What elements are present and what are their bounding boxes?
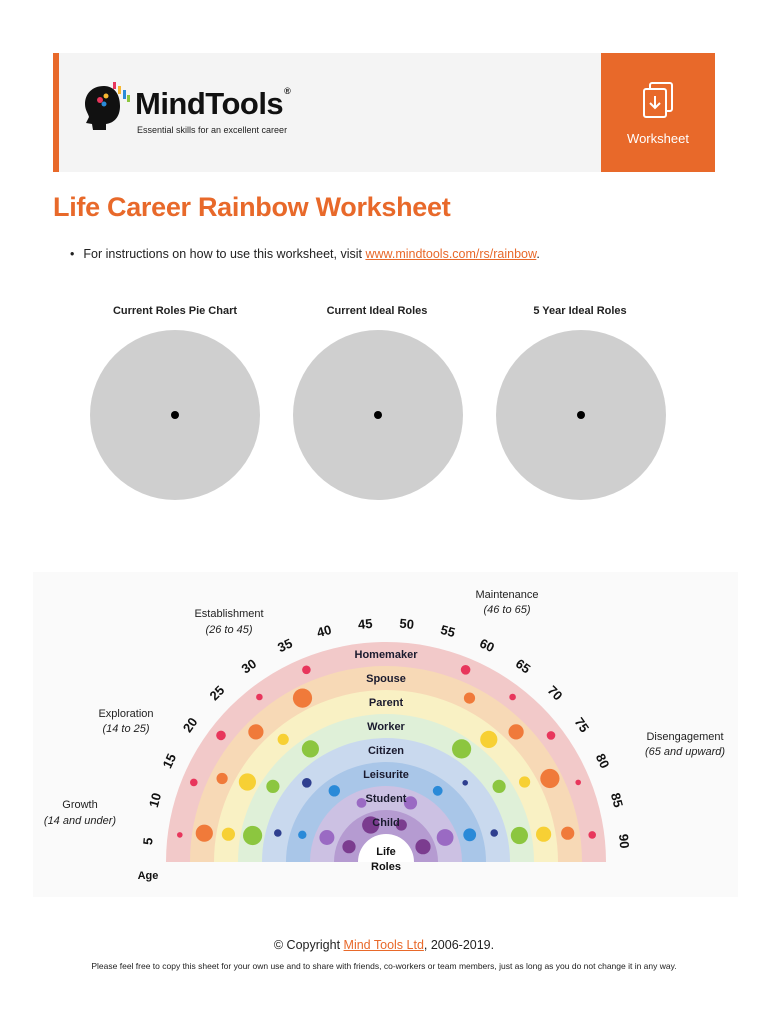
header-accent-bar <box>53 53 59 172</box>
role-dot <box>239 773 256 790</box>
pie-chart-current-roles[interactable] <box>90 330 260 500</box>
role-dot <box>452 739 471 758</box>
role-dot <box>293 689 312 708</box>
age-tick-label: 5 <box>140 836 156 846</box>
age-tick-label: 70 <box>544 682 566 704</box>
role-dot <box>302 740 319 757</box>
worksheet-label: Worksheet <box>627 131 689 146</box>
age-tick-label: 50 <box>398 615 415 632</box>
role-dot <box>216 731 226 741</box>
role-dot <box>298 831 306 839</box>
age-tick-label: 45 <box>357 615 374 632</box>
role-dot <box>342 840 355 853</box>
pie-title-current-roles: Current Roles Pie Chart <box>112 305 238 317</box>
role-label-leisurite: Leisurite <box>363 769 409 781</box>
role-dot <box>519 776 530 787</box>
role-dot <box>248 724 263 739</box>
role-dot <box>433 786 443 796</box>
document-download-icon <box>640 81 676 121</box>
role-dot <box>415 839 430 854</box>
age-tick-label: 10 <box>145 791 165 810</box>
role-dot <box>177 832 183 838</box>
stage-exploration-range: (14 to 25) <box>102 723 150 735</box>
role-dot <box>190 779 198 787</box>
role-dot <box>319 830 334 845</box>
age-tick-label: 40 <box>315 621 334 641</box>
role-dot <box>274 829 282 837</box>
copyright-prefix: © Copyright <box>273 938 344 952</box>
stage-exploration-name: Exploration <box>98 708 154 720</box>
role-dot <box>509 724 524 739</box>
role-dot <box>461 665 471 675</box>
role-dot <box>540 769 559 788</box>
instructions-text: For instructions on how to use this worksheet, visit <box>83 247 366 261</box>
bullet: • <box>70 247 75 261</box>
role-dot <box>302 778 312 788</box>
instructions <box>70 247 540 261</box>
role-dot <box>217 773 228 784</box>
age-tick-label: 35 <box>275 635 295 656</box>
life-career-rainbow <box>33 572 738 897</box>
role-label-homemaker: Homemaker <box>354 649 418 661</box>
role-dot <box>278 734 289 745</box>
page-title: Life Career Rainbow Worksheet <box>53 192 451 222</box>
pie-title-5-year-ideal: 5 Year Ideal Roles <box>533 305 627 317</box>
rainbow-diagram <box>33 572 738 897</box>
role-dot <box>575 780 581 786</box>
mindtools-link[interactable]: Mind Tools Ltd <box>343 938 424 952</box>
role-dot <box>256 694 263 701</box>
role-dot <box>536 827 551 842</box>
role-dot <box>437 829 454 846</box>
stage-disengagement-range: (65 and upward) <box>644 746 726 758</box>
age-tick-label: 75 <box>571 714 593 736</box>
role-dot <box>463 828 476 841</box>
role-dot <box>464 693 475 704</box>
role-dot <box>547 731 556 740</box>
head-silhouette-icon <box>82 80 132 132</box>
pie-title-current-ideal: Current Ideal Roles <box>326 305 428 317</box>
stage-establishment-range: (26 to 45) <box>205 624 253 636</box>
mindtools-logo[interactable] <box>82 80 312 140</box>
role-dot <box>243 826 262 845</box>
role-dot <box>329 785 340 796</box>
pie-center-dot <box>577 411 585 419</box>
role-dot <box>222 828 235 841</box>
role-dot <box>462 780 468 786</box>
role-dot <box>509 694 516 701</box>
pie-center-dot <box>374 411 382 419</box>
pie-chart-panel <box>82 305 690 511</box>
role-label-parent: Parent <box>368 697 404 709</box>
age-tick-label: 30 <box>238 655 260 677</box>
stage-growth-range: (14 and under) <box>43 815 117 827</box>
center-label-roles: Roles <box>371 861 401 873</box>
role-label-child: Child <box>372 817 400 829</box>
role-dot <box>490 829 498 837</box>
instructions-suffix: . <box>536 247 540 261</box>
rainbow-instructions-link[interactable]: www.mindtools.com/rs/rainbow <box>365 247 537 261</box>
center-label-life: Life <box>376 846 396 858</box>
age-tick-label: 25 <box>206 682 228 704</box>
stage-maintenance-range: (46 to 65) <box>483 604 531 616</box>
logo-tagline: Essential skills for an excellent career <box>137 125 288 135</box>
pie-chart-5-year-ideal[interactable] <box>496 330 666 500</box>
age-tick-label: 65 <box>512 655 534 677</box>
pie-center-dot <box>171 411 179 419</box>
logo-wordmark: MindTools® <box>135 86 291 121</box>
role-label-citizen: Citizen <box>367 745 405 757</box>
age-tick-label: 15 <box>159 751 180 771</box>
role-label-spouse: Spouse <box>366 673 406 685</box>
age-tick-label: 55 <box>438 621 457 641</box>
role-dot <box>493 780 506 793</box>
role-dot <box>511 827 528 844</box>
age-axis-label: Age <box>137 870 159 882</box>
stage-maintenance-name: Maintenance <box>475 589 539 601</box>
age-tick-label: 85 <box>607 791 627 810</box>
age-tick-label: 60 <box>477 635 497 656</box>
role-dot <box>480 731 497 748</box>
role-dot <box>302 666 311 675</box>
age-tick-label: 80 <box>592 751 613 771</box>
role-dot <box>196 825 213 842</box>
worksheet-badge[interactable] <box>601 53 715 172</box>
stage-growth-name: Growth <box>62 799 98 811</box>
age-tick-label: 20 <box>179 714 201 736</box>
role-label-worker: Worker <box>367 721 405 733</box>
copyright-suffix: , 2006-2019. <box>423 938 495 952</box>
role-dot <box>266 780 279 793</box>
stage-establishment-name: Establishment <box>194 608 264 620</box>
copyright-line <box>0 938 768 952</box>
pie-chart-current-ideal[interactable] <box>293 330 463 500</box>
role-label-student: Student <box>365 793 407 805</box>
role-dot <box>588 831 596 839</box>
age-tick-label: 90 <box>616 833 633 850</box>
stage-disengagement-name: Disengagement <box>646 731 724 743</box>
role-dot <box>561 827 574 840</box>
usage-note: Please feel free to copy this sheet for your own use and to share with friends, co-workers or team members, just as long as you do not change it in any way. <box>91 961 677 971</box>
